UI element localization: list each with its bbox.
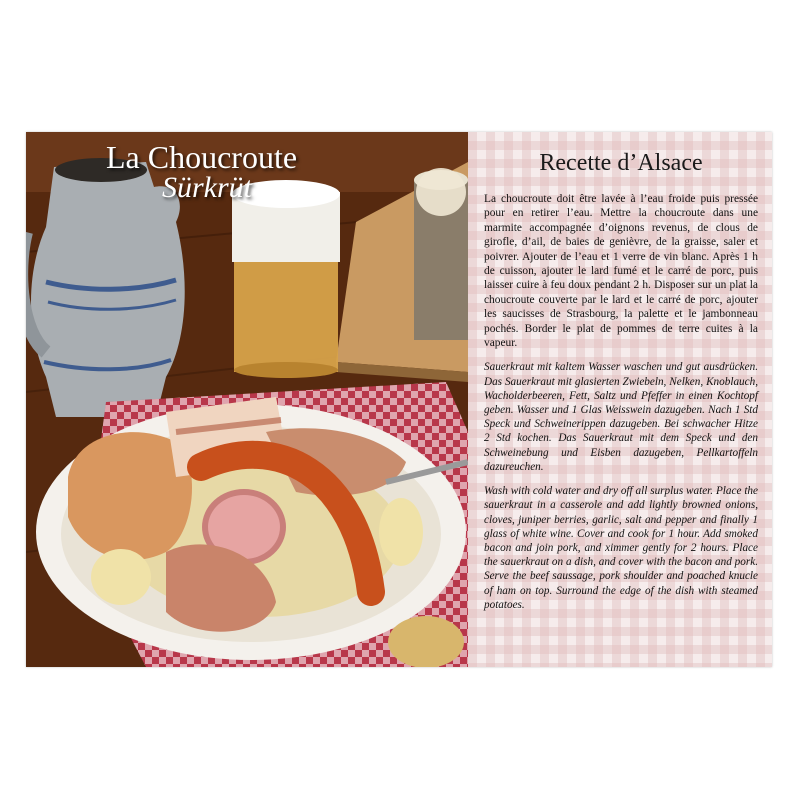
food-photo xyxy=(26,132,468,667)
card-subtitle: Sürkrüt xyxy=(162,171,252,204)
choucroute-illustration xyxy=(26,132,468,667)
recipe-french: La choucroute doit être lavée à l’eau froide puis pressée pour en retirer l’eau. Mettre la choucroute dans une marmite accompagnée d’oignons revenus, de clous de girofle, d’ail, de baies de genièvre, de la graisse, saler et poivrer. Ajouter de l’eau et 1 verre de vin blanc. Après 1 h de cuisson, ajouter le lard fumé et le carré de porc, puis laisser cuire à feu doux pendant 2 h. Disposer sur un plat la choucroute couverte par le lard et le carré de porc, ajouter les saucisses de Strasbourg, la palette et le jambonneau pochés. Border le plat de pommes de terre cuites à la vapeur. xyxy=(484,193,758,350)
recipe-german: Sauerkraut mit kaltem Wasser waschen und gut ausdrücken. Das Sauerkraut mit glasierten Zwiebeln, Nelken, Knoblauch, Wacholderbeeren, Fett, Saltz und Pfeffer in einen Kochtopf geben. Wasser und 1 Glas Weisswein dazugeben. Nach 1 Std Speck und Schweinerippen dazugeben. Bei schwacher Hitze 2 Std kochen. Das Sauerkraut mit dem Speck und den Schweinebung und Eisben dazugeben, Pellkartoffeln dazureuchen. xyxy=(484,361,758,473)
recipe-text-block xyxy=(484,142,758,622)
card-title: La Choucroute xyxy=(106,139,298,175)
postcard xyxy=(26,132,772,667)
recipe-title: Recette d’Alsace xyxy=(539,150,703,176)
recipe-panel xyxy=(468,132,772,667)
recipe-english: Wash with cold water and dry off all surplus water. Place the sauerkraut in a casserole and add lightly browned onions, cloves, juniper berries, garlic, salt and pepper and finally 1 glass of white wine. Cover and cook for 1 hour. Add smoked bacon and join pork, and ximmer gently for 2 hours. Place the sauerkraut on a dish, and cover with the bacon and pork. Serve the beef saussage, pork shoulder and poached knucle of ham on top. Surround the edge of the dish with steamed potatoes. xyxy=(484,485,758,611)
